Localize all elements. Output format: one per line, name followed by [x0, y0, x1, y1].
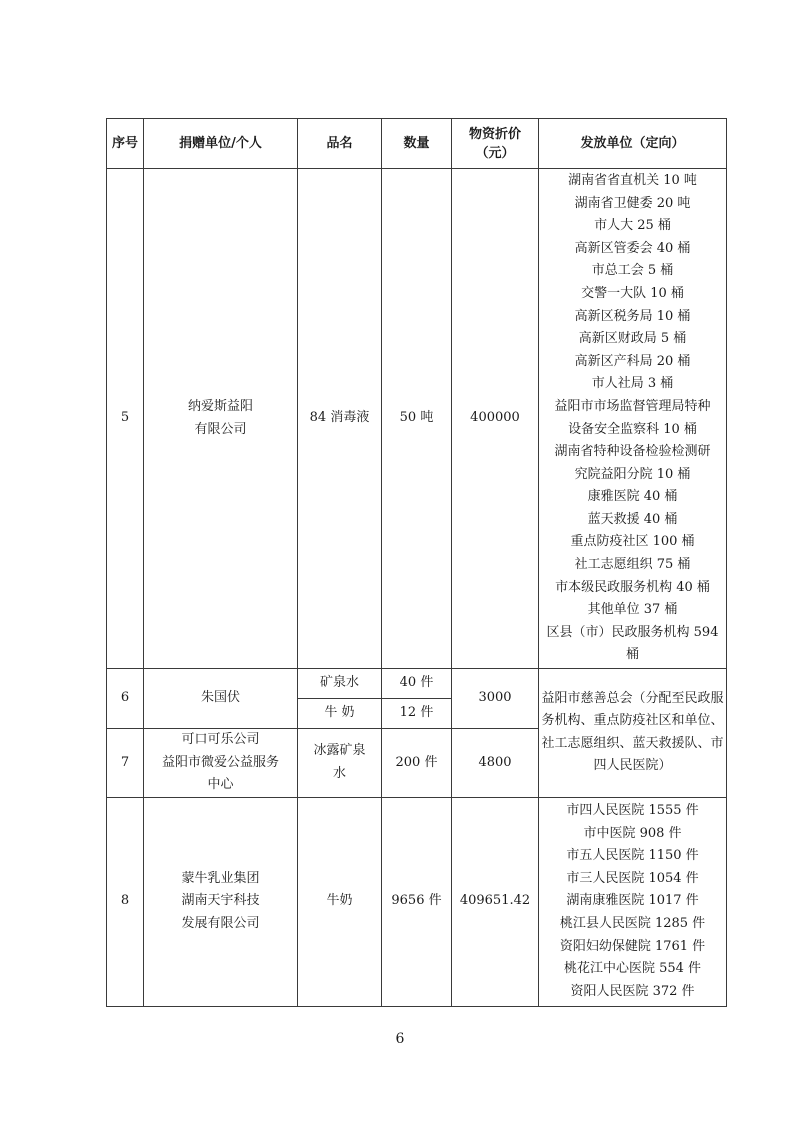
row5-recipient-line: 究院益阳分院 10 桶 [574, 466, 691, 482]
row5-recipient-line: 社工志愿组织 75 桶 [574, 557, 691, 573]
row7-seq: 7 [107, 729, 144, 798]
row5-recipient-line: 高新区税务局 10 桶 [574, 308, 691, 324]
row6-value: 3000 [452, 669, 539, 729]
row5-quantity: 50 吨 [382, 169, 452, 669]
row8-donor [144, 797, 298, 1006]
row7-donor-line1: 可口可乐公司 [181, 732, 260, 747]
row5-donor-line1: 纳爱斯益阳 [187, 398, 253, 414]
header-value [452, 119, 539, 169]
row8-recipient-line: 桃江县人民医院 1285 件 [559, 916, 706, 932]
header-item: 品名 [298, 119, 382, 169]
table-row-6 [107, 669, 727, 699]
header-quantity: 数量 [382, 119, 452, 169]
row7-donor [144, 729, 298, 798]
row5-recipient-line: 市本级民政服务机构 40 桶 [555, 579, 710, 595]
row5-value: 400000 [452, 169, 539, 669]
row6-quantity-1: 40 件 [382, 669, 452, 699]
row5-recipient-line: 市人社局 3 桶 [591, 376, 674, 392]
row6-seq: 6 [107, 669, 144, 729]
row8-quantity: 9656 件 [382, 797, 452, 1006]
row5-recipients [539, 169, 727, 669]
row5-recipient-line: 区县（市）民政服务机构 594 [546, 624, 719, 640]
row6-donor: 朱国伏 [144, 669, 298, 729]
table-row-8 [107, 797, 727, 1006]
row8-donor-line1: 蒙牛乳业集团 [181, 870, 260, 886]
row5-recipient-line: 益阳市市场监督管理局特种 [554, 398, 711, 414]
row8-seq: 8 [107, 797, 144, 1006]
header-value-line2: （元） [475, 145, 515, 161]
row8-recipient-line: 桃花江中心医院 554 件 [563, 961, 702, 977]
row5-donor-line2: 有限公司 [194, 421, 247, 437]
row8-item: 牛奶 [298, 797, 382, 1006]
header-seq: 序号 [107, 119, 144, 169]
row8-recipients [539, 797, 727, 1006]
row7-item-line2: 水 [332, 765, 346, 781]
row5-recipient-line: 市人大 25 桶 [594, 218, 671, 234]
row5-recipient-line: 高新区管委会 40 桶 [574, 240, 691, 256]
row7-donor-line3: 中心 [207, 777, 234, 793]
row5-recipient-line: 交警一大队 10 桶 [581, 285, 684, 301]
row5-recipient-line: 湖南省卫健委 20 吨 [574, 195, 691, 211]
row8-recipient-line: 湖南康雅医院 1017 件 [566, 893, 699, 909]
row7-donor-line2: 益阳市微爱公益服务 [161, 754, 279, 770]
header-donor: 捐赠单位/个人 [144, 119, 298, 169]
row5-recipient-line: 蓝天救援 40 桶 [587, 511, 678, 527]
row8-value: 409651.42 [452, 797, 539, 1006]
row5-recipient-line: 市总工会 5 桶 [591, 263, 674, 279]
row6-quantity-2: 12 件 [382, 699, 452, 729]
row7-quantity: 200 件 [382, 729, 452, 798]
row5-donor [144, 169, 298, 669]
row5-recipient-line: 高新区财政局 5 桶 [578, 331, 687, 347]
row8-recipient-line: 市中医院 908 件 [583, 825, 682, 841]
row8-donor-line3: 发展有限公司 [181, 916, 260, 932]
row5-recipient-line: 桶 [625, 647, 639, 663]
header-value-line1: 物资折价 [468, 126, 521, 142]
page-number: 6 [395, 1031, 405, 1047]
row6-item-1: 矿泉水 [298, 669, 382, 699]
row6-7-recipient: 益阳市慈善总会（分配至民政服务机构、重点防疫社区和单位、社工志愿组织、蓝天救援队、市四人民医院） [539, 669, 727, 798]
row5-recipient-line: 其他单位 37 桶 [587, 602, 678, 618]
row8-recipient-line: 市四人民医院 1555 件 [566, 803, 699, 819]
row5-seq: 5 [107, 169, 144, 669]
row7-value: 4800 [452, 729, 539, 798]
row5-recipient-line: 设备安全监察科 10 桶 [568, 421, 697, 437]
row7-item [298, 729, 382, 798]
row5-item: 84 消毒液 [298, 169, 382, 669]
row8-donor-line2: 湖南天宇科技 [181, 893, 260, 909]
table-header-row [107, 119, 727, 169]
row8-recipient-line: 资阳人民医院 372 件 [570, 983, 695, 999]
row8-recipient-line: 市三人民医院 1054 件 [566, 870, 699, 886]
row5-recipient-line: 康雅医院 40 桶 [587, 489, 678, 505]
donation-table [106, 118, 727, 1007]
row7-item-line1: 冰露矿泉 [313, 743, 366, 759]
row6-item-2: 牛 奶 [298, 699, 382, 729]
row5-recipient-line: 重点防疫社区 100 桶 [570, 534, 695, 550]
row8-recipient-line: 资阳妇幼保健院 1761 件 [559, 938, 706, 954]
row8-recipient-line: 市五人民医院 1150 件 [566, 848, 699, 864]
table-row-5 [107, 169, 727, 669]
header-recipient: 发放单位（定向） [539, 119, 727, 169]
row5-recipient-line: 湖南省省直机关 10 吨 [568, 172, 697, 188]
row5-recipient-line: 湖南省特种设备检验检测研 [554, 444, 711, 460]
row5-recipient-line: 高新区产科局 20 桶 [574, 353, 691, 369]
